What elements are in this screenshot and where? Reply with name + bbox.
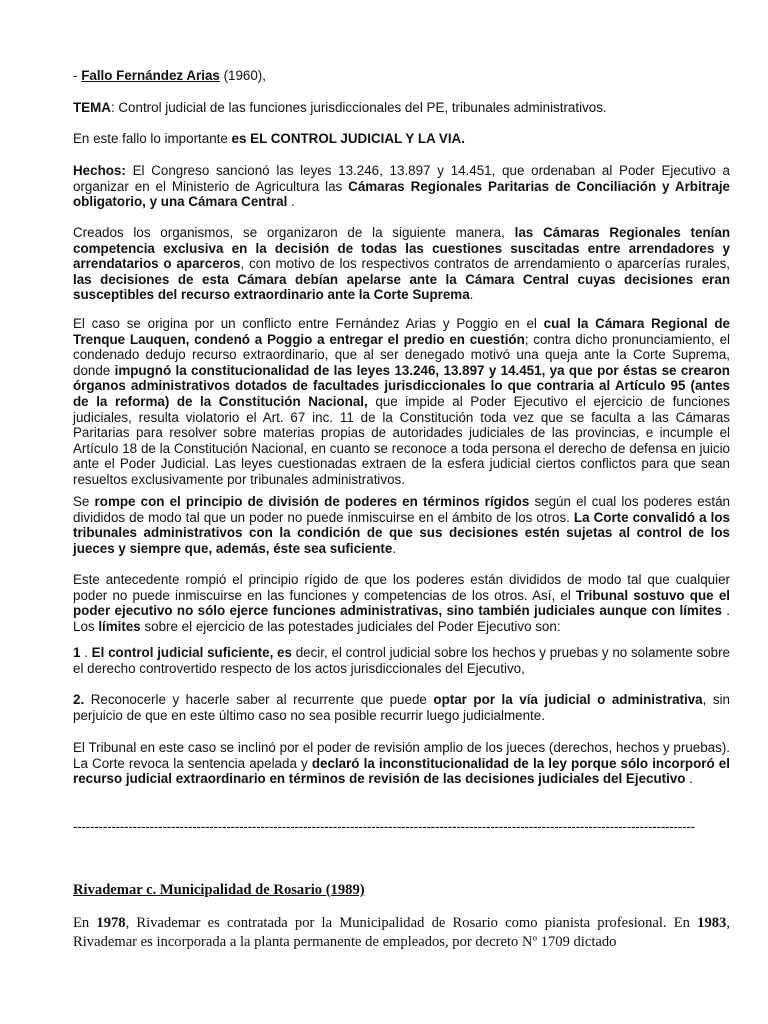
rompe-paragraph <box>73 494 730 556</box>
antec-text-3: sobre el ejercicio de las potestades judiciales del Poder Ejecutivo son: <box>140 618 561 634</box>
tema-paragraph <box>73 100 730 116</box>
creados-text-2: , con motivo de los respectivos contratos de arrendamiento o aparcerías rurales, <box>240 256 730 272</box>
hechos-bold: Cámaras Regionales Paritarias de Conciliación y Arbitraje obligatorio, y una Cámara Central <box>73 178 730 210</box>
rivademar-year-1978: 1978 <box>96 915 126 931</box>
rivademar-title <box>73 881 730 900</box>
caso-text-1: El caso se origina por un conflicto entre Fernández Arias y Poggio en el <box>73 316 544 331</box>
limite-item-2 <box>73 692 730 723</box>
creados-bold-1: las Cámaras Regionales tenían competencia exclusiva en la decisión de todas las cuestiones suscitadas entre arrendadores y arrendatarios o aparceros <box>73 225 730 272</box>
tribunal-text-1: El Tribunal en este caso se inclinó por el poder de revisión amplio de los jueces (derechos, hechos y pruebas). La Corte revoca la sentencia apelada y <box>73 740 730 771</box>
tema-text: : Control judicial de las funciones jurisdiccionales del PE, tribunales administrativos. <box>110 100 607 115</box>
rompe-text-3: . <box>392 540 397 556</box>
caso-text-2: ; contra dicho pronunciamiento, el condenado dedujo recurso extraordinario, que al ser denegado motivó una queja ante la Corte Suprema, donde <box>73 331 730 378</box>
item2-text-2: , sin perjuicio de que en este último caso no sea posible recurrir luego judicialmente. <box>73 692 731 723</box>
rompe-bold-2: La Corte convalidó a los tribunales administrativos con la condición de que sus decisiones estén sujetas al control de los jueces y siempre que, además, éste sea suficiente <box>73 509 730 556</box>
rompe-bold-1: rompe con el principio de división de poderes en términos rígidos <box>94 494 530 509</box>
rivademar-text-1: En <box>73 915 97 931</box>
section-divider: -------------------------------------------------------------------------------------------------------------------------------------------------- <box>73 819 695 834</box>
tribunal-bold: declaró la inconstitucionalidad de la ley porque sólo incorporó el recurso judicial extraordinario en términos de revisión de las decisiones judiciales del Ejecutivo <box>73 755 730 787</box>
antecedente-paragraph <box>73 572 730 634</box>
title-dash: - <box>73 68 82 83</box>
tribunal-paragraph <box>73 740 730 787</box>
antec-bold-1: Tribunal sostuvo que el poder ejecutivo no sólo ejerce funciones administrativas, sino también judiciales aunque con límites <box>73 587 730 619</box>
tema-label: TEMA <box>73 100 111 115</box>
caso-bold-2: impugnó la constitucionalidad de las leyes 13.246, 13.897 y 14.451, ya que por éstas se crearon órganos administrativos dotados de facultades jurisdiccionales lo que contraria al Artículo 95 (antes de la reforma) de la Constitución Nacional, <box>73 362 730 409</box>
importante-bold: es EL CONTROL JUDICIAL Y LA VIA. <box>231 131 465 146</box>
antec-bold-2: límites <box>98 618 141 634</box>
item2-text-1: Reconocerle y hacerle saber al recurrente que puede <box>84 692 434 707</box>
rivademar-year-1983: 1983 <box>697 915 727 931</box>
tribunal-text-2: . <box>685 771 693 787</box>
item2-number: 2. <box>73 692 85 707</box>
case-name: Fallo Fernández Arias <box>81 68 220 83</box>
hechos-paragraph <box>73 163 730 210</box>
caso-text-3: que impide al Poder Ejecutivo el ejercicio de funciones judiciales, resulta violatorio el Art. 67 inc. 11 de la Constitución toda vez que se faculta a las Cámaras Paritarias para resolver sobre materias propias de autoridades judiciales de las provincias, e incumple el Artículo 18 de la Constitución Nacional, en cuanto se reconoce a toda persona el derecho de defensa en juicio ante el Poder Judicial. Las leyes cuestionadas extraen de la esfera judicial ciertos conflictos para que sean resueltos exclusivamente por tribunales administrativos. <box>73 393 730 487</box>
creados-bold-2: las decisiones de esta Cámara debían apelarse ante la Cámara Central cuyas decisiones eran susceptibles del recurso extraordinario ante la Corte Suprema <box>73 271 730 303</box>
item1-text-2: decir, el control judicial sobre los hechos y pruebas y no solamente sobre el derecho controvertido respecto de los actos jurisdiccionales del Ejecutivo, <box>73 645 730 676</box>
creados-paragraph <box>73 225 730 303</box>
antec-text-1: Este antecedente rompió el principio rígido de que los poderes están divididos de modo tal que cualquier poder no puede inmiscuirse en las funciones y competencias de los otros. Así, el <box>73 572 730 603</box>
case-year: (1960), <box>219 68 266 83</box>
creados-text-3: . <box>469 287 474 303</box>
rivademar-text-3: , Rivademar es incorporada a la planta permanente de empleados, por decreto Nº 1709 dictado <box>73 915 730 950</box>
item2-bold: optar por la vía judicial o administrativa <box>433 692 703 707</box>
hechos-text: El Congreso sancionó las leyes 13.246, 13.897 y 14.451, que ordenaban al Poder Ejecutivo a organizar en el Ministerio de Agricultura las <box>73 163 730 194</box>
rivademar-paragraph <box>73 914 730 951</box>
rompe-text-2: según el cual los poderes están divididos de modo tal que un poder no puede inmiscuirse en el ámbito de los otros. <box>73 494 730 525</box>
item1-number: 1 <box>73 645 81 660</box>
limite-item-1 <box>73 645 730 676</box>
item1-bold: El control judicial suficiente, es <box>91 645 292 660</box>
rompe-text-1: Se <box>73 494 95 509</box>
caso-bold-1: cual la Cámara Regional de Trenque Lauquen, condenó a Poggio a entregar el predio en cuestión <box>73 316 730 347</box>
antec-text-2: . Los <box>73 603 730 634</box>
item1-text-1: . <box>80 645 92 660</box>
caso-paragraph <box>73 316 730 488</box>
importante-text: En este fallo lo importante <box>73 131 232 146</box>
hechos-label: Hechos: <box>73 163 126 178</box>
hechos-end: . <box>287 194 295 210</box>
creados-text-1: Creados los organismos, se organizaron de la siguiente manera, <box>73 225 515 240</box>
importante-paragraph <box>73 131 730 147</box>
rivademar-text-2: , Rivademar es contratada por la Municipalidad de Rosario como pianista profesional. En <box>125 915 698 931</box>
case-title-line <box>73 68 730 84</box>
rivademar-title-text: Rivademar c. Municipalidad de Rosario (1989) <box>73 882 365 898</box>
